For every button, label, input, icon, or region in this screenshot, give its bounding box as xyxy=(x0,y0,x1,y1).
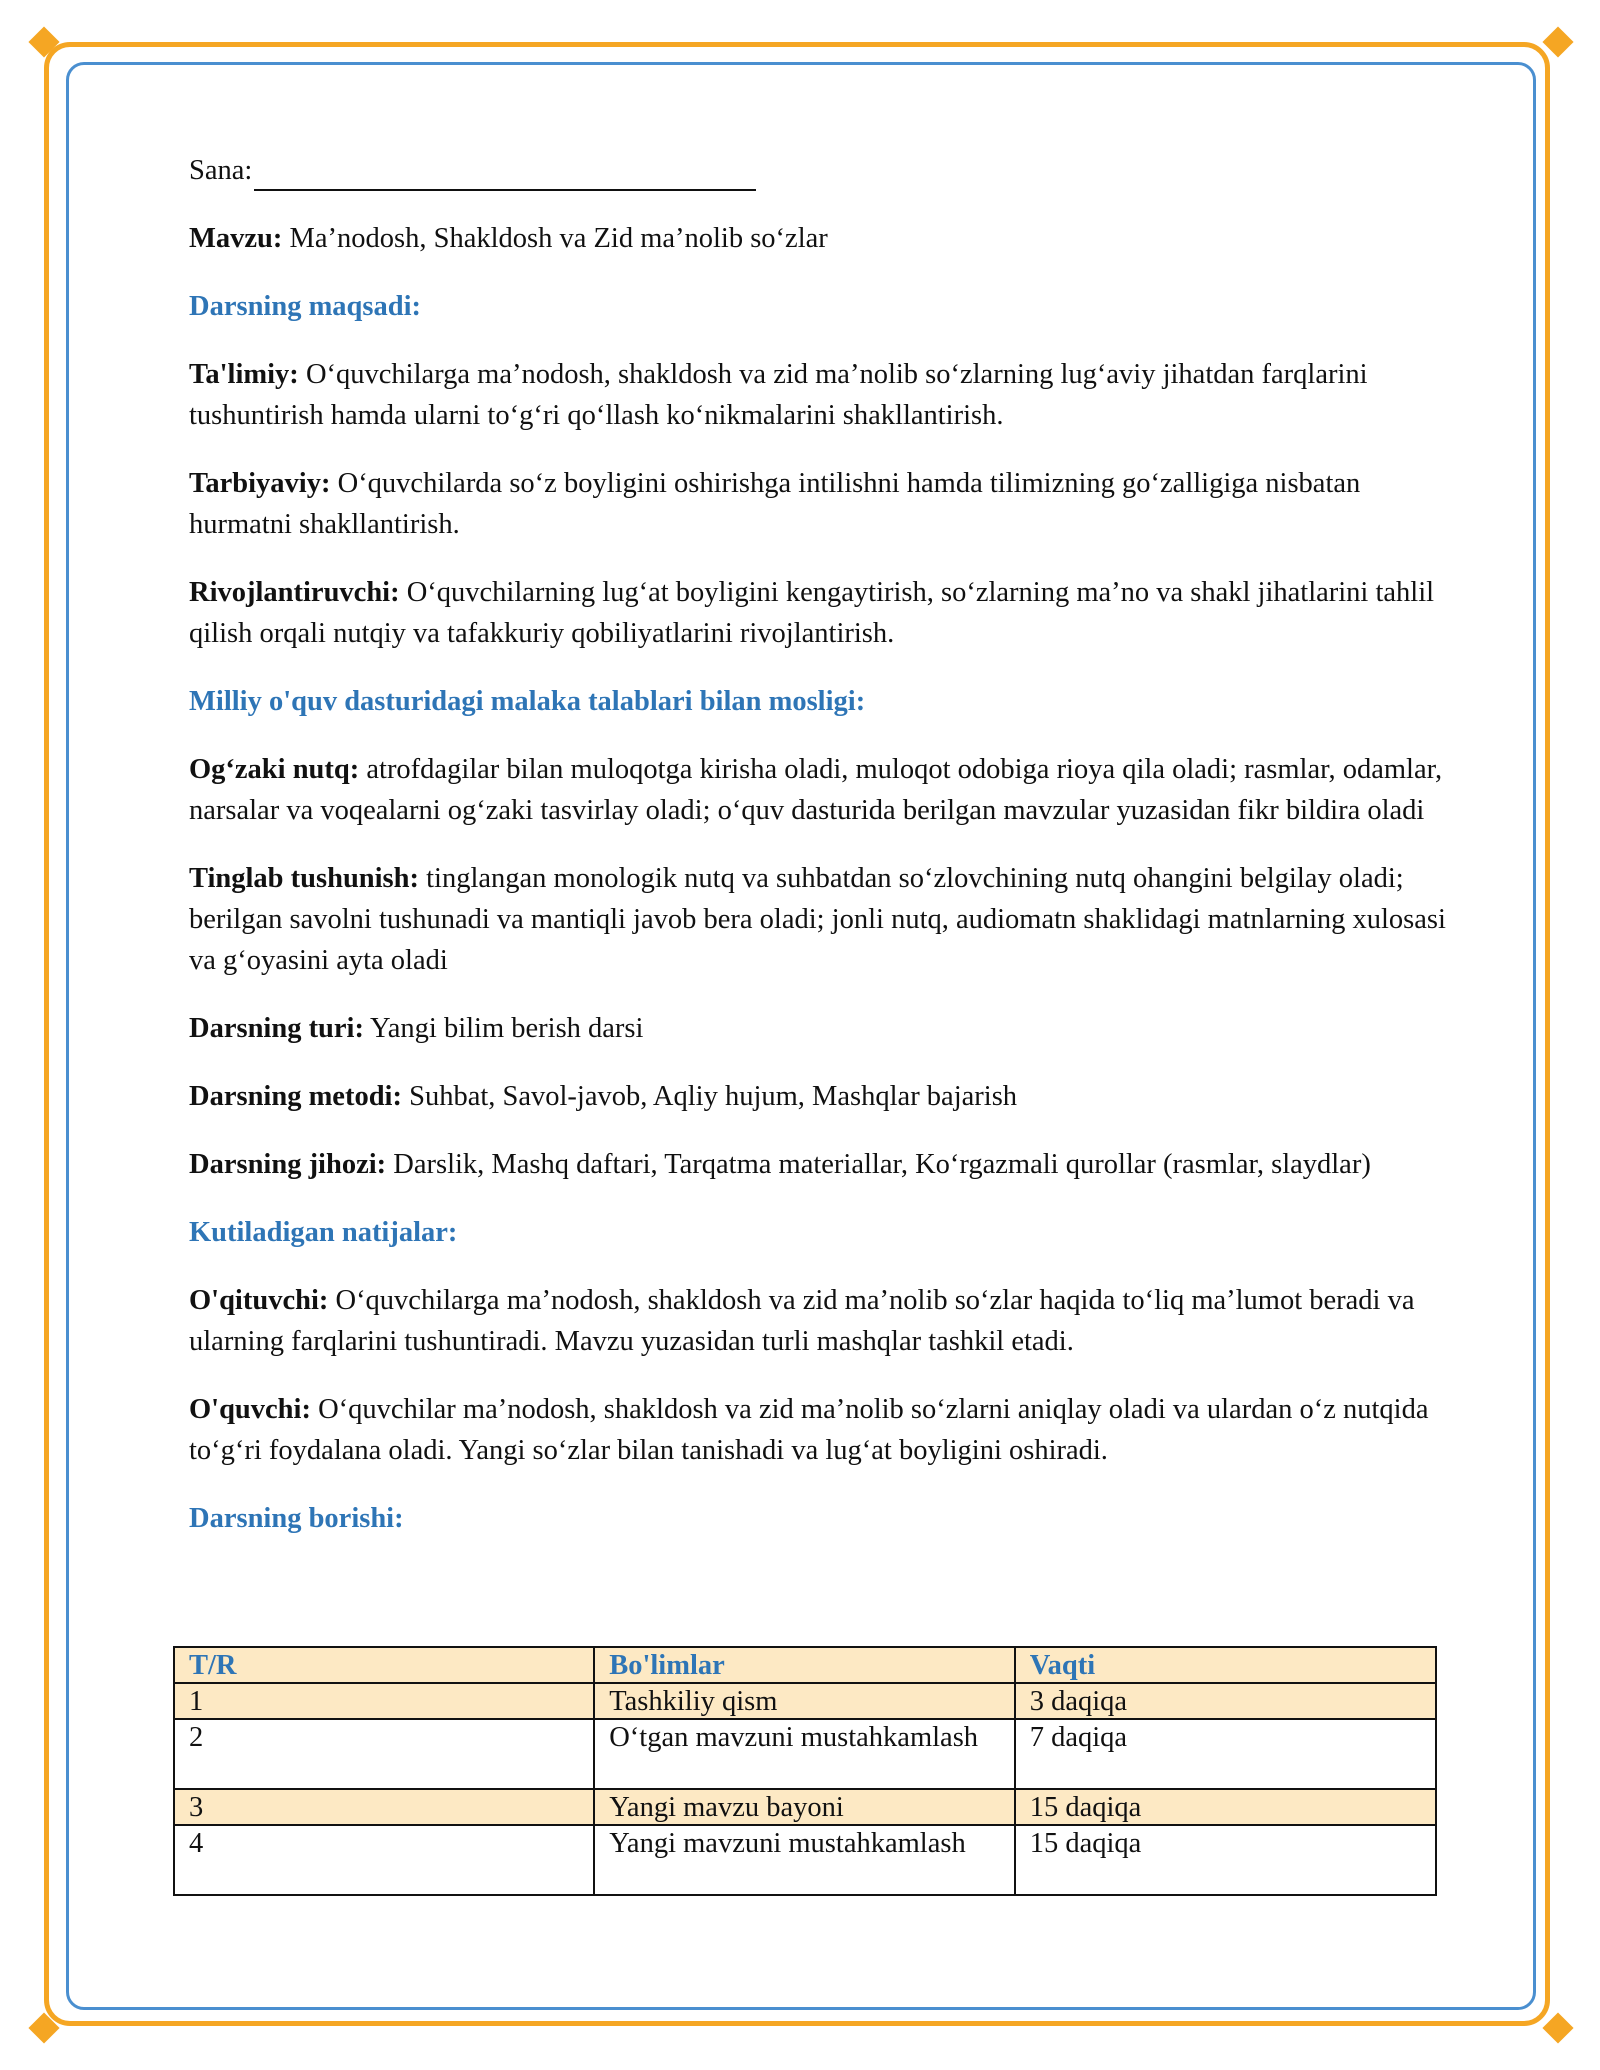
skill-listening xyxy=(189,858,1449,981)
table-cell: Yangi mavzu bayoni xyxy=(594,1789,1015,1825)
table-cell: Yangi mavzuni mustahkamlash xyxy=(594,1825,1015,1895)
skill-listening-label: Tinglab tushunish: xyxy=(189,863,419,894)
table-cell: 15 daqiqa xyxy=(1015,1825,1436,1895)
lesson-type-text: Yangi bilim berish darsi xyxy=(363,1013,644,1044)
goal-educational-label: Ta'limiy: xyxy=(189,359,299,390)
goal-upbringing xyxy=(189,463,1449,545)
table-cell: 7 daqiqa xyxy=(1015,1719,1436,1789)
topic xyxy=(189,218,1449,259)
lesson-method-label: Darsning metodi: xyxy=(189,1081,402,1112)
skill-oral-speech xyxy=(189,749,1449,831)
outcome-teacher xyxy=(189,1280,1449,1362)
skill-oral-speech-text: atrofdagilar bilan muloqotga kirisha oladi, muloqot odobiga rioya qila oladi; rasmlar, odamlar, narsalar va voqealarni og‘zaki tasvirlay oladi; o‘quv dasturida berilgan mavzular yuzasidan fikr bildira oladi xyxy=(189,754,1443,826)
goal-developmental-label: Rivojlantiruvchi: xyxy=(189,577,400,608)
table-row xyxy=(174,1719,1436,1789)
lesson-flow-table xyxy=(173,1646,1437,1896)
goal-upbringing-label: Tarbiyaviy: xyxy=(189,468,331,499)
lesson-method-text: Suhbat, Savol-javob, Aqliy hujum, Mashqlar bajarish xyxy=(401,1081,1018,1112)
table-cell: Tashkiliy qism xyxy=(594,1683,1015,1719)
table-cell: 2 xyxy=(174,1719,594,1789)
table-cell: 4 xyxy=(174,1825,594,1895)
outcome-student-text: O‘quvchilar ma’nodosh, shakldosh va zid ma’nolib so‘zlarni aniqlay oladi va ulardan o‘z nutqida to‘g‘ri foydalana oladi. Yangi so‘zlar bilan tanishadi va lug‘at boyligini oshiradi. xyxy=(189,1394,1429,1466)
lesson-method xyxy=(189,1076,1449,1117)
lesson-equipment-label: Darsning jihozi: xyxy=(189,1149,387,1180)
lesson-equipment-text: Darslik, Mashq daftari, Tarqatma materiallar, Ko‘rgazmali qurollar (rasmlar, slaydlar) xyxy=(386,1149,1371,1180)
table-cell: 15 daqiqa xyxy=(1015,1789,1436,1825)
corner-diamond-icon xyxy=(1542,26,1573,57)
date-label: Sana: xyxy=(189,155,253,186)
goal-developmental xyxy=(189,572,1449,654)
table-header-cell: Bo'limlar xyxy=(594,1647,1015,1683)
table-cell: 3 daqiqa xyxy=(1015,1683,1436,1719)
date-blank xyxy=(254,159,756,191)
table-header-cell: Vaqti xyxy=(1015,1647,1436,1683)
lesson-plan-body xyxy=(189,150,1449,1566)
corner-diamond-icon xyxy=(1542,2012,1573,2043)
outcome-teacher-text: O‘quvchilarga ma’nodosh, shakldosh va zid ma’nolib so‘zlar haqida to‘liq ma’lumot beradi va ularning farqlarini tushuntiradi. Mavzu yuzasidan turli mashqlar tashkil etadi. xyxy=(189,1285,1415,1357)
table-row xyxy=(174,1789,1436,1825)
section-heading-curriculum: Milliy o'quv dasturidagi malaka talablari bilan mosligi: xyxy=(189,686,866,717)
lesson-type-label: Darsning turi: xyxy=(189,1013,364,1044)
outcome-teacher-label: O'qituvchi: xyxy=(189,1285,329,1316)
goal-upbringing-text: O‘quvchilarda so‘z boyligini oshirishga intilishni hamda tilimizning go‘zalligiga nisbatan hurmatni shakllantirish. xyxy=(189,468,1361,540)
outcome-student-label: O'quvchi: xyxy=(189,1394,311,1425)
section-heading-goals: Darsning maqsadi: xyxy=(189,291,422,322)
lesson-equipment xyxy=(189,1144,1449,1185)
table-row xyxy=(174,1825,1436,1895)
skill-oral-speech-label: Og‘zaki nutq: xyxy=(189,754,360,785)
table-row xyxy=(174,1683,1436,1719)
topic-label: Mavzu: xyxy=(189,223,283,254)
outcome-student xyxy=(189,1389,1449,1471)
table-header-row xyxy=(174,1647,1436,1683)
skill-listening-text: tinglangan monologik nutq va suhbatdan so‘zlovchining nutq ohangini belgilay oladi; berilgan savolni tushunadi va mantiqli javob bera oladi; jonli nutq, audiomatn shaklidagi matnlarning xulosasi va g‘oyasini ayta oladi xyxy=(189,863,1446,976)
table-cell: O‘tgan mavzuni mustahkamlash xyxy=(594,1719,1015,1789)
goal-developmental-text: O‘quvchilarning lug‘at boyligini kengaytirish, so‘zlarning ma’no va shakl jihatlarini tahlil qilish orqali nutqiy va tafakkuriy qobiliyatlarini rivojlantirish. xyxy=(189,577,1435,649)
table-cell: 3 xyxy=(174,1789,594,1825)
goal-educational-text: O‘quvchilarga ma’nodosh, shakldosh va zid ma’nolib so‘zlarning lug‘aviy jihatdan farqlarini tushuntirish hamda ularni to‘g‘ri qo‘llash ko‘nikmalarini shakllantirish. xyxy=(189,359,1368,431)
date-line xyxy=(189,150,1449,191)
section-heading-outcomes: Kutiladigan natijalar: xyxy=(189,1217,458,1248)
goal-educational xyxy=(189,354,1449,436)
table-cell: 1 xyxy=(174,1683,594,1719)
topic-text: Ma’nodosh, Shakldosh va Zid ma’nolib so‘zlar xyxy=(282,223,828,254)
lesson-type xyxy=(189,1008,1449,1049)
table-header-cell: T/R xyxy=(174,1647,594,1683)
section-heading-lesson-flow: Darsning borishi: xyxy=(189,1503,404,1534)
